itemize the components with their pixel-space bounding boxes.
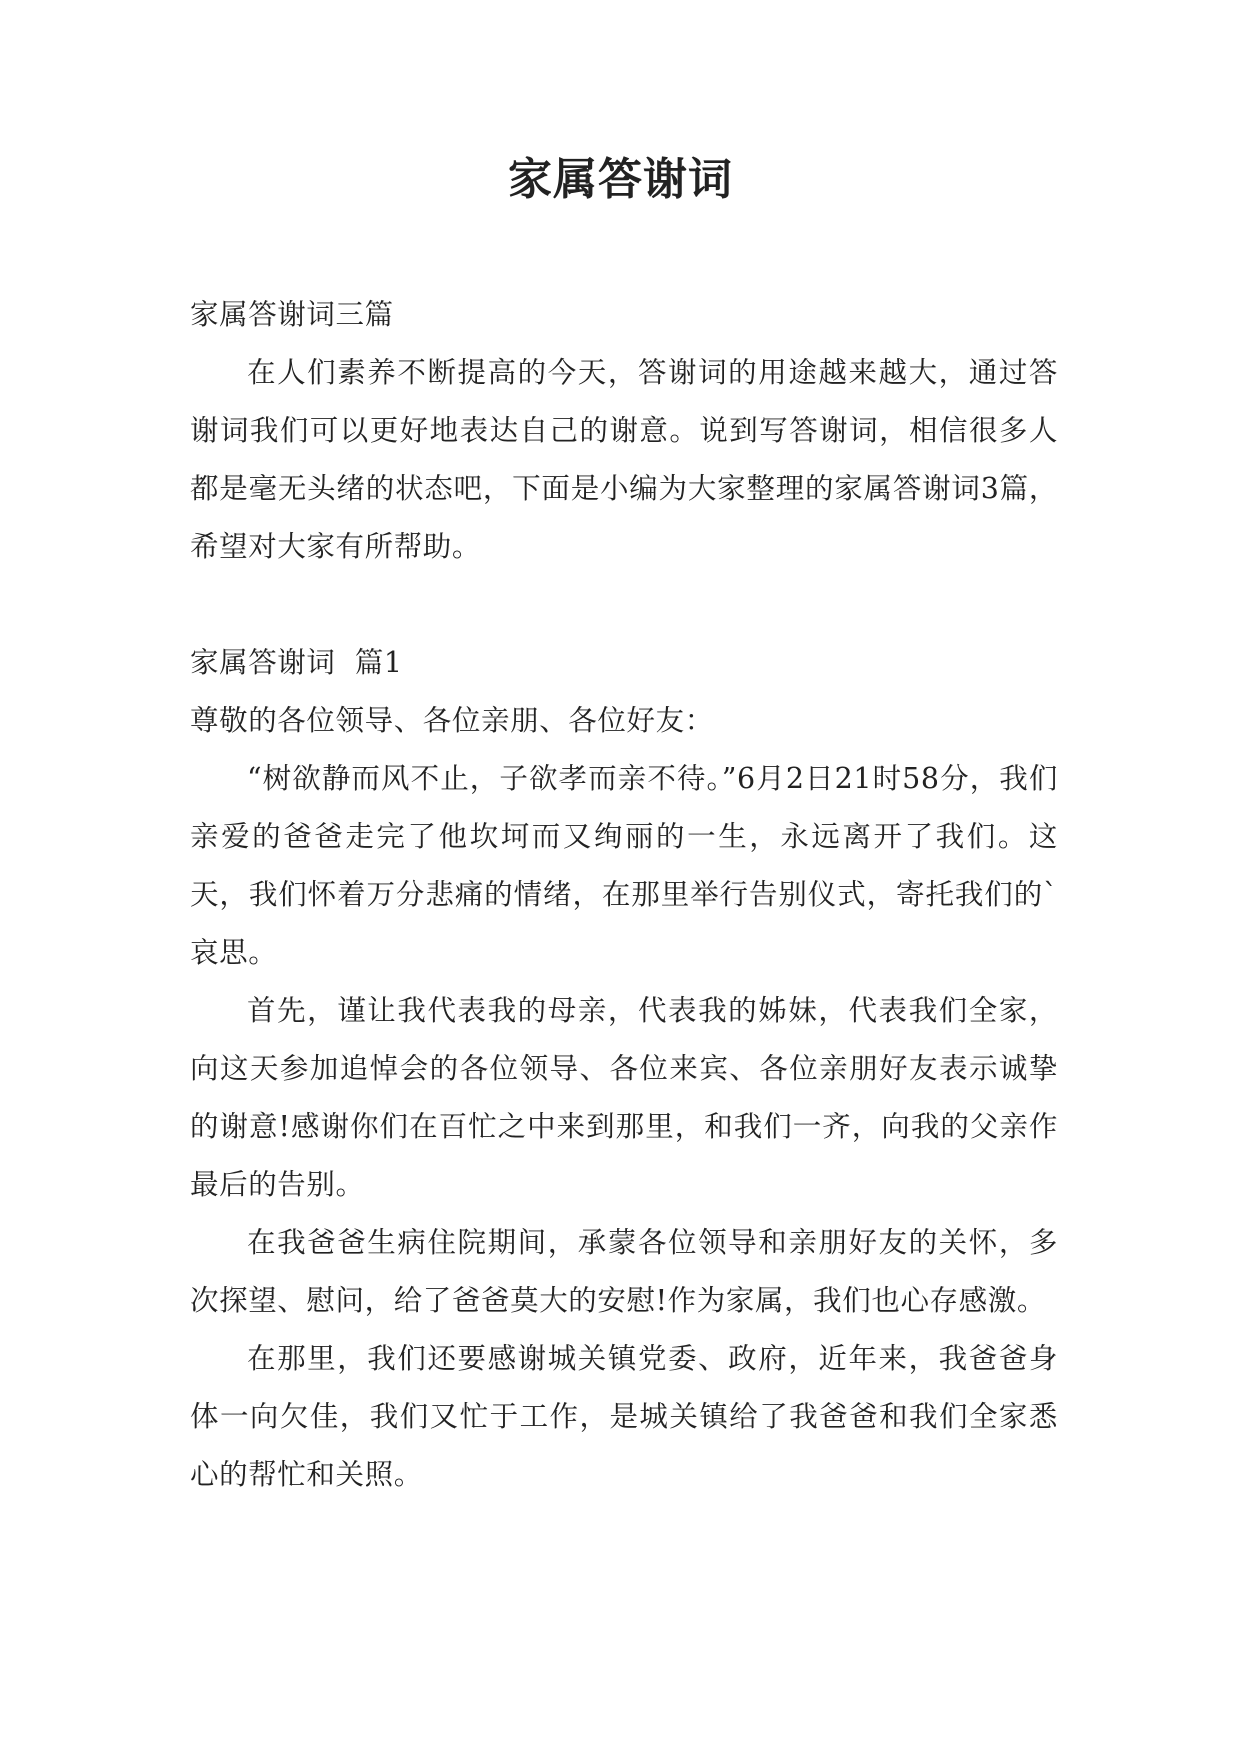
intro-paragraph: 在人们素养不断提高的今天，答谢词的用途越来越大，通过答谢词我们可以更好地表达自己的谢意。说到写答谢词，相信很多人都是毫无头绪的状态吧，下面是小编为大家整理的家属答谢词3篇，希望对大家有所帮助。 [190,356,1058,563]
salutation: 尊敬的各位领导、各位亲朋、各位好友： [190,704,714,737]
document-body [190,286,1058,1504]
paragraph-gap [190,576,1058,634]
section-heading: 家属答谢词 篇1 [190,646,403,679]
body-paragraph-1: “树欲静而风不止，子欲孝而亲不待。”6月2日21时58分，我们亲爱的爸爸走完了他坎坷而又绚丽的一生，永远离开了我们。这天，我们怀着万分悲痛的情绪，在那里举行告别仪式，寄托我们的`哀思。 [190,762,1058,969]
body-paragraph-4: 在那里，我们还要感谢城关镇党委、政府，近年来，我爸爸身体一向欠佳，我们又忙于工作，是城关镇给了我爸爸和我们全家悉心的帮忙和关照。 [190,1342,1058,1491]
body-paragraph-3: 在我爸爸生病住院期间，承蒙各位领导和亲朋好友的关怀，多次探望、慰问，给了爸爸莫大的安慰!作为家属，我们也心存感激。 [190,1226,1058,1317]
document-title: 家属答谢词 [508,154,733,205]
subtitle: 家属答谢词三篇 [190,298,394,331]
body-paragraph-2: 首先，谨让我代表我的母亲，代表我的姊妹，代表我们全家，向这天参加追悼会的各位领导、各位来宾、各位亲朋好友表示诚挚的谢意!感谢你们在百忙之中来到那里，和我们一齐，向我的父亲作最后的告别。 [190,994,1058,1201]
